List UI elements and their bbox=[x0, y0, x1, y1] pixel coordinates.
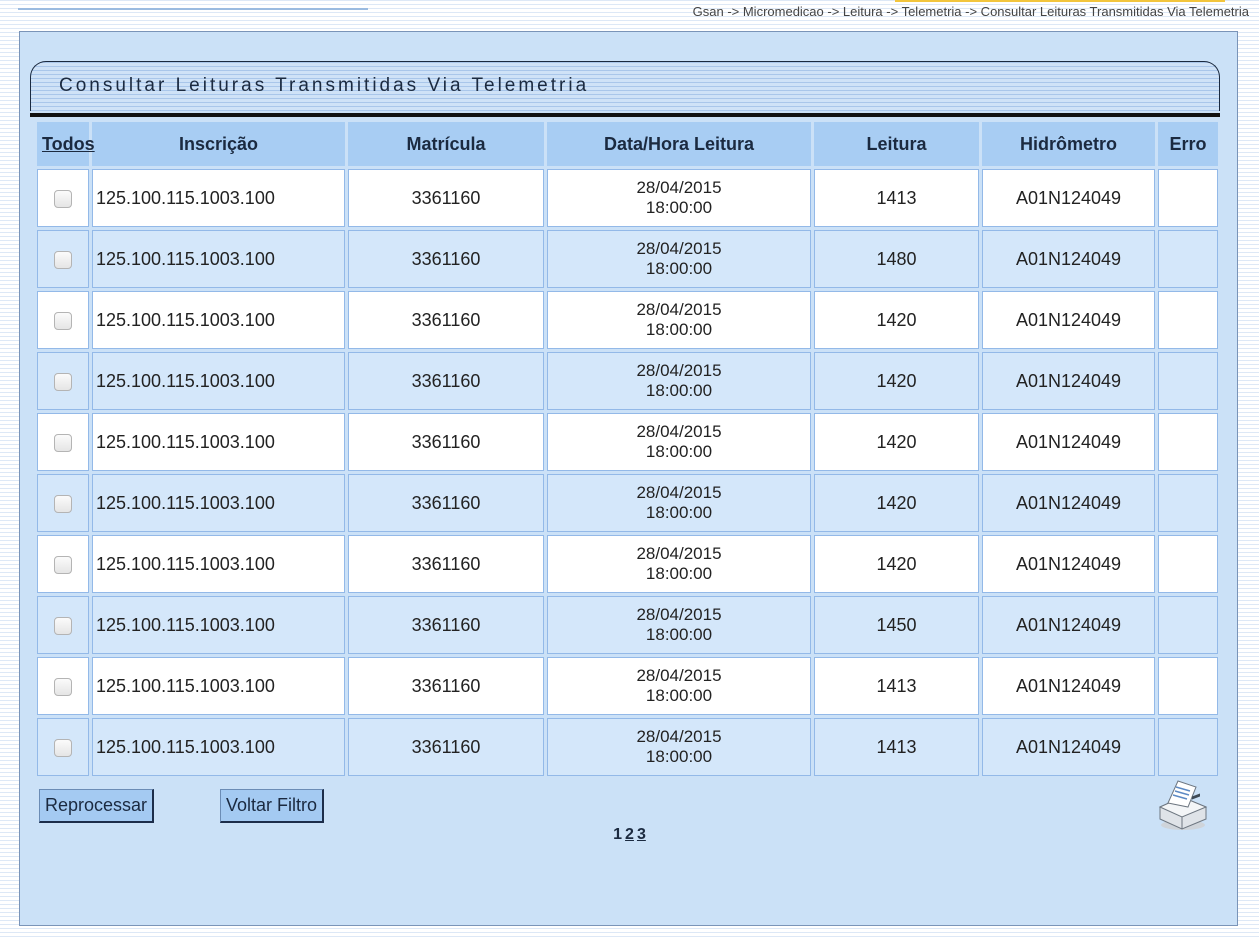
cell-data-hora bbox=[547, 169, 811, 227]
cell-data: 28/04/2015 bbox=[636, 300, 722, 319]
cell-inscricao: 125.100.115.1003.100 bbox=[92, 718, 345, 776]
cell-matricula: 3361160 bbox=[348, 230, 544, 288]
cell-hidrometro: A01N124049 bbox=[982, 718, 1155, 776]
column-header-leitura: Leitura bbox=[814, 122, 979, 166]
readings-table bbox=[34, 119, 1221, 779]
row-select-cell bbox=[37, 169, 89, 227]
cell-erro bbox=[1158, 596, 1218, 654]
column-header-matricula: Matrícula bbox=[348, 122, 544, 166]
cell-leitura: 1420 bbox=[814, 413, 979, 471]
row-checkbox[interactable] bbox=[54, 556, 72, 574]
cell-data: 28/04/2015 bbox=[636, 178, 722, 197]
cell-hora: 18:00:00 bbox=[645, 686, 713, 705]
cell-hidrometro: A01N124049 bbox=[982, 413, 1155, 471]
row-select-cell bbox=[37, 718, 89, 776]
cell-hidrometro: A01N124049 bbox=[982, 169, 1155, 227]
cell-erro bbox=[1158, 230, 1218, 288]
row-checkbox[interactable] bbox=[54, 495, 72, 513]
row-select-cell bbox=[37, 474, 89, 532]
column-header-hidrometro: Hidrômetro bbox=[982, 122, 1155, 166]
cell-leitura: 1420 bbox=[814, 535, 979, 593]
cell-leitura: 1420 bbox=[814, 352, 979, 410]
cell-data: 28/04/2015 bbox=[636, 422, 722, 441]
page-title: Consultar Leituras Transmitidas Via Telemetria bbox=[59, 75, 590, 96]
table-row bbox=[37, 596, 1218, 654]
cell-inscricao: 125.100.115.1003.100 bbox=[92, 657, 345, 715]
cell-matricula: 3361160 bbox=[348, 474, 544, 532]
table-row bbox=[37, 657, 1218, 715]
table-row bbox=[37, 535, 1218, 593]
cell-hidrometro: A01N124049 bbox=[982, 535, 1155, 593]
column-header-inscricao: Inscrição bbox=[92, 122, 345, 166]
table-row bbox=[37, 291, 1218, 349]
column-header-erro: Erro bbox=[1158, 122, 1218, 166]
table-row bbox=[37, 169, 1218, 227]
row-checkbox[interactable] bbox=[54, 434, 72, 452]
cell-data-hora bbox=[547, 474, 811, 532]
page-link-2[interactable]: 2 bbox=[625, 826, 634, 843]
cell-inscricao: 125.100.115.1003.100 bbox=[92, 535, 345, 593]
cell-hora: 18:00:00 bbox=[645, 564, 713, 583]
cell-data-hora bbox=[547, 657, 811, 715]
cell-leitura: 1413 bbox=[814, 718, 979, 776]
cell-hidrometro: A01N124049 bbox=[982, 352, 1155, 410]
cell-hidrometro: A01N124049 bbox=[982, 230, 1155, 288]
cell-inscricao: 125.100.115.1003.100 bbox=[92, 413, 345, 471]
cell-erro bbox=[1158, 291, 1218, 349]
cell-data-hora bbox=[547, 718, 811, 776]
row-select-cell bbox=[37, 413, 89, 471]
row-checkbox[interactable] bbox=[54, 678, 72, 696]
breadcrumb: Gsan -> Micromedicao -> Leitura -> Telemetria -> Consultar Leituras Transmitidas Via Telemetria bbox=[692, 4, 1249, 19]
cell-matricula: 3361160 bbox=[348, 718, 544, 776]
row-select-cell bbox=[37, 596, 89, 654]
row-checkbox[interactable] bbox=[54, 373, 72, 391]
cell-matricula: 3361160 bbox=[348, 657, 544, 715]
cell-hora: 18:00:00 bbox=[645, 747, 713, 766]
cell-inscricao: 125.100.115.1003.100 bbox=[92, 352, 345, 410]
row-checkbox[interactable] bbox=[54, 251, 72, 269]
cell-data-hora bbox=[547, 596, 811, 654]
cell-matricula: 3361160 bbox=[348, 291, 544, 349]
cell-hidrometro: A01N124049 bbox=[982, 657, 1155, 715]
row-select-cell bbox=[37, 230, 89, 288]
row-checkbox[interactable] bbox=[54, 312, 72, 330]
cell-data-hora bbox=[547, 535, 811, 593]
cell-hora: 18:00:00 bbox=[645, 442, 713, 461]
table-row bbox=[37, 718, 1218, 776]
cell-leitura: 1413 bbox=[814, 169, 979, 227]
table-row bbox=[37, 474, 1218, 532]
cell-inscricao: 125.100.115.1003.100 bbox=[92, 596, 345, 654]
cell-data: 28/04/2015 bbox=[636, 239, 722, 258]
cell-hora: 18:00:00 bbox=[645, 198, 713, 217]
voltar-filtro-button[interactable]: Voltar Filtro bbox=[220, 789, 324, 823]
pagination bbox=[20, 826, 1239, 844]
title-divider bbox=[30, 113, 1220, 117]
cell-erro bbox=[1158, 413, 1218, 471]
table-row bbox=[37, 230, 1218, 288]
cell-erro bbox=[1158, 535, 1218, 593]
cell-leitura: 1450 bbox=[814, 596, 979, 654]
row-select-cell bbox=[37, 352, 89, 410]
cell-data-hora bbox=[547, 413, 811, 471]
cell-data: 28/04/2015 bbox=[636, 727, 722, 746]
cell-hora: 18:00:00 bbox=[645, 381, 713, 400]
cell-matricula: 3361160 bbox=[348, 413, 544, 471]
cell-erro bbox=[1158, 169, 1218, 227]
cell-data: 28/04/2015 bbox=[636, 666, 722, 685]
cell-hora: 18:00:00 bbox=[645, 625, 713, 644]
top-decorative-line bbox=[18, 8, 368, 10]
cell-inscricao: 125.100.115.1003.100 bbox=[92, 169, 345, 227]
row-checkbox[interactable] bbox=[54, 617, 72, 635]
table-row bbox=[37, 413, 1218, 471]
cell-erro bbox=[1158, 718, 1218, 776]
column-header-data-hora: Data/Hora Leitura bbox=[547, 122, 811, 166]
cell-data: 28/04/2015 bbox=[636, 483, 722, 502]
cell-hidrometro: A01N124049 bbox=[982, 474, 1155, 532]
cell-data-hora bbox=[547, 352, 811, 410]
page-link-3[interactable]: 3 bbox=[636, 826, 646, 843]
cell-inscricao: 125.100.115.1003.100 bbox=[92, 230, 345, 288]
cell-hora: 18:00:00 bbox=[645, 320, 713, 339]
row-select-cell bbox=[37, 657, 89, 715]
cell-matricula: 3361160 bbox=[348, 169, 544, 227]
cell-hora: 18:00:00 bbox=[645, 259, 713, 278]
cell-data-hora bbox=[547, 230, 811, 288]
cell-inscricao: 125.100.115.1003.100 bbox=[92, 474, 345, 532]
cell-leitura: 1420 bbox=[814, 291, 979, 349]
cell-erro bbox=[1158, 657, 1218, 715]
cell-hidrometro: A01N124049 bbox=[982, 596, 1155, 654]
cell-data: 28/04/2015 bbox=[636, 605, 722, 624]
cell-matricula: 3361160 bbox=[348, 352, 544, 410]
cell-hora: 18:00:00 bbox=[645, 503, 713, 522]
main-panel bbox=[19, 31, 1238, 926]
cell-erro bbox=[1158, 474, 1218, 532]
cell-data-hora bbox=[547, 291, 811, 349]
cell-data: 28/04/2015 bbox=[636, 361, 722, 380]
cell-inscricao: 125.100.115.1003.100 bbox=[92, 291, 345, 349]
cell-erro bbox=[1158, 352, 1218, 410]
row-checkbox[interactable] bbox=[54, 739, 72, 757]
cell-matricula: 3361160 bbox=[348, 596, 544, 654]
select-all-link[interactable]: Todos bbox=[37, 122, 89, 166]
row-select-cell bbox=[37, 291, 89, 349]
cell-data: 28/04/2015 bbox=[636, 544, 722, 563]
title-bar bbox=[30, 61, 1220, 111]
row-select-cell bbox=[37, 535, 89, 593]
cell-leitura: 1413 bbox=[814, 657, 979, 715]
table-header-row bbox=[37, 122, 1218, 166]
table-row bbox=[37, 352, 1218, 410]
cell-leitura: 1480 bbox=[814, 230, 979, 288]
reprocessar-button[interactable]: Reprocessar bbox=[39, 789, 154, 823]
row-checkbox[interactable] bbox=[54, 190, 72, 208]
printer-icon[interactable] bbox=[1152, 773, 1214, 835]
cell-hidrometro: A01N124049 bbox=[982, 291, 1155, 349]
cell-matricula: 3361160 bbox=[348, 535, 544, 593]
page-current: 1 bbox=[613, 826, 623, 843]
cell-leitura: 1420 bbox=[814, 474, 979, 532]
